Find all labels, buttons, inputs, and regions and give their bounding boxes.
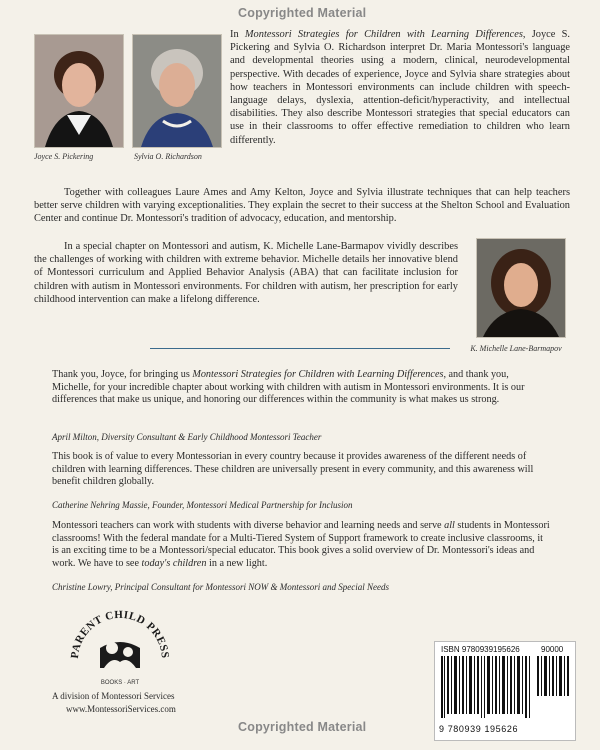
- watermark-bottom: Copyrighted Material: [238, 720, 367, 734]
- michelle-photo: [476, 238, 566, 338]
- publisher-url: www.MontessoriServices.com: [66, 704, 176, 714]
- quote-1-attribution: April Milton, Diversity Consultant & Early Childhood Montessori Teacher: [52, 432, 322, 442]
- isbn-digits: 9 780939 195626: [439, 724, 519, 734]
- intro-paragraph: In Montessori Strategies for Children with Learning Differences, Joyce S. Pickering and Sylvia O. Richardson interpret Dr. Maria Montessori's language and developmental theories using a modern, clinical, neurodevelopmental perspective. With decades of experience, Joyce and Sylvia share strategies about how teachers in Montessori environments can include children with speech-language delays, dyslexia, attention-deficit/hyperactivity, and intellectual disabilities. They also describe Montessori strategies that special educators can use in their classrooms to offer effective remediation to children who learn differently.: [230, 29, 570, 146]
- barcode-block: [434, 641, 576, 741]
- isbn-barcode: [441, 656, 531, 714]
- quote-1: Thank you, Joyce, for bringing us Montessori Strategies for Children with Learning Differences, and thank you, Michelle, for your incredible chapter about working with children with autism in Montessori environments. It is our differences that make us unique, and honoring our differences within the community is what makes us strong.: [52, 369, 525, 406]
- sylvia-photo: [132, 34, 222, 148]
- publisher-name: PARENT CHILD PRESS: [68, 608, 172, 660]
- quote-2: This book is of value to every Montessorian in every country because it provides awareness of the different needs of children with learning differences. These children are universally present in every community, and this awareness will benefit children globally.: [52, 451, 534, 488]
- isbn-label: ISBN 9780939195626: [441, 645, 520, 654]
- publisher-tagline: BOOKS · ART: [100, 680, 140, 686]
- parent-child-press-logo: [64, 604, 176, 690]
- quote-3: Montessori teachers can work with students with diverse behavior and learning needs and serve all students in Montessori classrooms! With the federal mandate for a Multi-Tiered System of Support framework to create inclusive classrooms, it is an exciting time to be a Montessori/special educator. This book gives a solid overview of Dr. Montessori's ideas and work. We have to see today's children in a new light.: [52, 520, 550, 569]
- book-title: Montessori Strategies for Children with Learning Differences: [244, 29, 523, 40]
- joyce-photo: [34, 34, 124, 148]
- price-code: 90000: [541, 645, 564, 654]
- watermark-top: Copyrighted Material: [238, 6, 367, 20]
- quote-2-attribution: Catherine Nehring Massie, Founder, Montessori Medical Partnership for Inclusion: [52, 500, 353, 510]
- sylvia-caption: Sylvia O. Richardson: [134, 152, 202, 161]
- price-barcode: [537, 656, 571, 696]
- colleagues-paragraph: Together with colleagues Laure Ames and Amy Kelton, Joyce and Sylvia illustrate techniques that can help teachers better serve children with varying exceptionalities. They explain the secret to their success at the Shelton School and Evaluation Center and continue Dr. Montessori's tradition of advocacy, education, and mentorship.: [34, 187, 570, 225]
- section-divider: [150, 348, 450, 349]
- michelle-caption: K. Michelle Lane-Barmapov: [470, 344, 562, 353]
- publisher-division: A division of Montessori Services: [52, 691, 175, 701]
- quote-3-attribution: Christine Lowry, Principal Consultant for Montessori NOW & Montessori and Special Needs: [52, 582, 390, 592]
- autism-paragraph: In a special chapter on Montessori and autism, K. Michelle Lane-Barmapov vividly describes the challenges of working with children with extreme behavior. Michelle details her innovative blend of Montessori curriculum and Applied Behavior Analysis (ABA) that can facilitate inclusion for children with autism in Montessori environments. For children with autism, her prescription for early childhood intervention can make a lifelong difference.: [34, 241, 458, 305]
- joyce-caption: Joyce S. Pickering: [34, 152, 94, 161]
